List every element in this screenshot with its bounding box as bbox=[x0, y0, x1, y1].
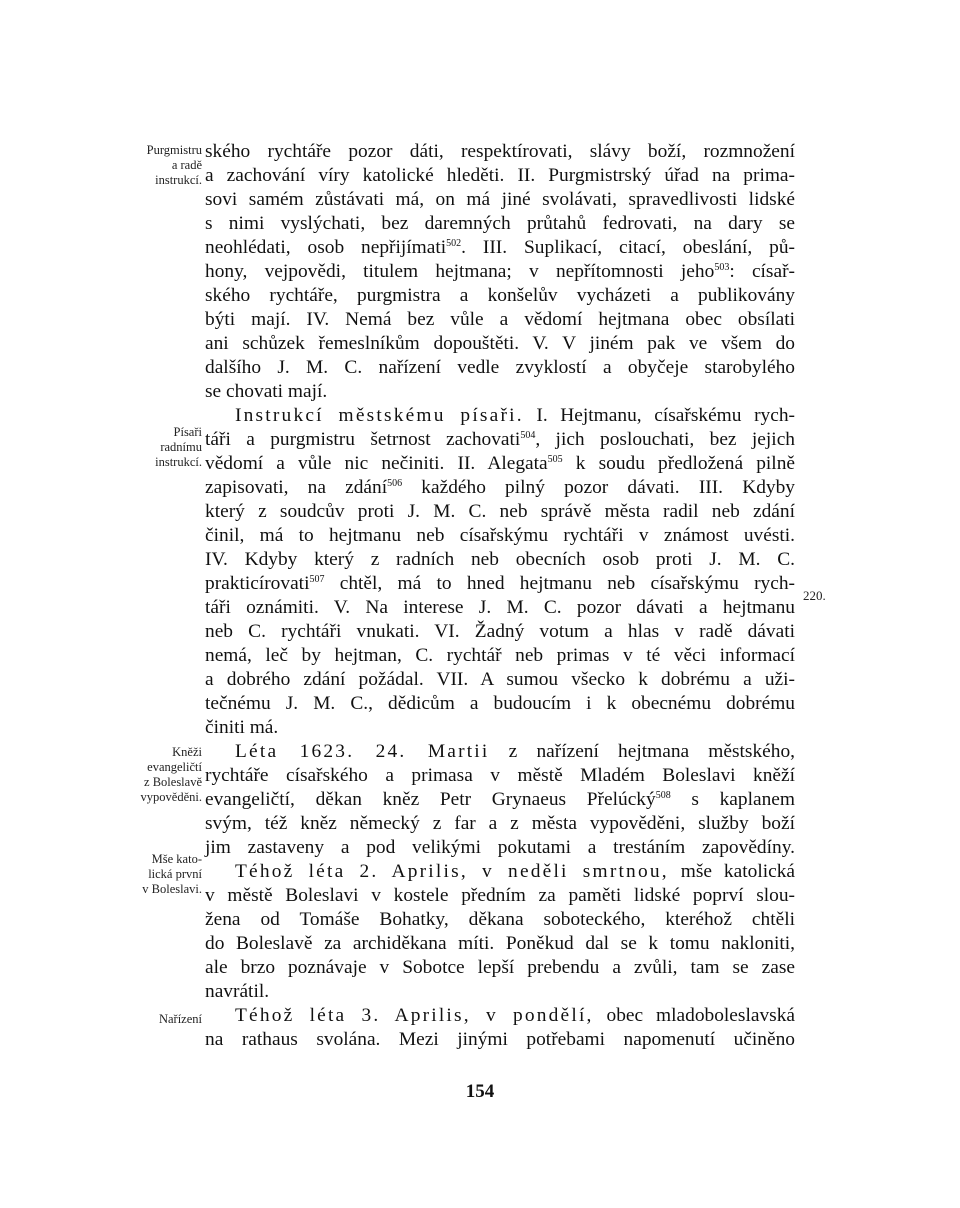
text-line: táři oznámiti. V. Na interese J. M. C. pozor dávati a hejtmanu bbox=[205, 597, 795, 618]
text-line: býti mají. IV. Nemá bez vůle a vědomí hejtmana obec obsílati bbox=[205, 309, 795, 330]
text-line: navrátil. bbox=[205, 981, 270, 1002]
margin-note-pisari: Písaři radnímu instrukcí. bbox=[155, 425, 202, 469]
page-number: 154 bbox=[465, 1081, 495, 1102]
text-line: žena od Tomáše Bohatky, děkana soboteckého, kteréhož chtěli bbox=[205, 909, 795, 930]
text-line: táři a purgmistru šetrnost zachovati$^{504}$, jich poslouchati, bez jejich bbox=[205, 429, 795, 450]
footnote-ref: 505 bbox=[547, 454, 563, 465]
margin-note-mse: Mše kato- lická první v Boleslavi. bbox=[142, 852, 202, 896]
text-line: vědomí a vůle nic nečiniti. II. Alegata$^{505}$ k soudu předložená pilně bbox=[205, 453, 795, 474]
text-line: činiti má. bbox=[205, 717, 279, 738]
footnote-ref: 502 bbox=[446, 238, 462, 249]
text-line: nemá, leč by hejtman, C. rychtář neb primas v té věci informací bbox=[205, 645, 795, 666]
text-line: ského rychtáře pozor dáti, respektírovati, slávy boží, rozmnožení bbox=[205, 141, 795, 162]
text-line: s nimi vyslýchati, bez daremných průtahů fedrovati, na dary se bbox=[205, 213, 795, 234]
text-line: neohlédati, osob nepřijímati$^{502}$. III. Suplikací, citací, obeslání, pů- bbox=[205, 237, 795, 258]
margin-note-narizeni: Nařízení bbox=[158, 1012, 202, 1026]
text-line: ale brzo poznávaje v Sobotce lepší prebendu a zvůli, tam se zase bbox=[205, 957, 795, 978]
text-line: jim zastaveny a pod velikými pokutami a trestáním zapovědíny. bbox=[205, 837, 795, 858]
text-line: rychtáře císařského a primasa v městě Mladém Boleslavi kněží bbox=[205, 765, 795, 786]
text-line: který z soudcův proti J. M. C. neb správě města radil neb zdání bbox=[205, 501, 795, 522]
text-line: do Boleslavě za archiděkana míti. Poněkud dal se k tomu nakloniti, bbox=[205, 933, 795, 954]
text-line: se chovati mají. bbox=[205, 381, 328, 402]
section-heading: Téhož léta 3. Aprilis, v pondělí, bbox=[235, 1005, 594, 1026]
text-line: a dobrého zdání požádal. VII. A sumou všecko k dobrému a uži- bbox=[205, 669, 795, 690]
text-line: sovi samém zůstávati má, on má jiné svolávati, spravedlivosti lidské bbox=[205, 189, 795, 210]
margin-note-knezi: Kněži evangeličtí z Boleslavě vypověděni. bbox=[140, 745, 202, 804]
footnote-ref: 507 bbox=[309, 574, 325, 585]
text-line: dalšího J. M. C. nařízení vedle zvyklostí a obyčeje starobylého bbox=[205, 357, 795, 378]
footnote-ref: 508 bbox=[655, 790, 671, 801]
text-line: činil, má to hejtmanu neb císařskýmu rychtáři v známost uvésti. bbox=[205, 525, 795, 546]
text-line: evangeličtí, děkan kněz Petr Grynaeus Přelúcký$^{508}$ s kaplanem bbox=[205, 789, 795, 810]
text-line: ani schůzek řemeslníkům dopouštěti. V. V jiném pak ve všem do bbox=[205, 333, 795, 354]
text-line: neb C. rychtáři vnukati. VI. Žadný votum a hlas v radě dávati bbox=[205, 621, 795, 642]
text-line: ského rychtáře, purgmistra a konšelův vycházeti a publikovány bbox=[205, 285, 795, 306]
section-heading-line: Léta 1623. 24. Martii z nařízení hejtmana městského, bbox=[235, 741, 796, 762]
text-line: tečnému J. M. C., dědicům a budoucím i k obecnému dobrému bbox=[205, 693, 795, 714]
text-line: prakticírovati$^{507}$ chtěl, má to hned hejtmanu neb císařskýmu rych- bbox=[205, 573, 795, 594]
margin-note-purgmistru: Purgmistru a radě instrukcí. bbox=[146, 143, 202, 187]
text-line: na rathaus svolána. Mezi jinými potřebami napomenutí učiněno bbox=[205, 1029, 795, 1050]
section-heading-line: Téhož léta 2. Aprilis, v neděli smrtnou, mše katolická bbox=[235, 861, 795, 882]
text-line: hony, vejpovědi, titulem hejtmana; v nepřítomnosti jeho$^{503}$: císař- bbox=[205, 261, 795, 282]
margin-number-220: 220. bbox=[803, 588, 826, 603]
text-line: a zachování víry katolické hleděti. II. Purgmistrský úřad na prima- bbox=[205, 165, 795, 186]
text-line: IV. Kdyby který z radních neb obecních osob proti J. M. C. bbox=[205, 549, 795, 570]
section-heading: Instrukcí městskému písaři. bbox=[235, 405, 524, 426]
section-heading: Téhož léta 2. Aprilis, v neděli smrtnou, bbox=[235, 861, 669, 882]
section-heading-line: Instrukcí městskému písaři. I. Hejtmanu, císařskému rych- bbox=[235, 405, 795, 426]
footnote-ref: 503 bbox=[714, 262, 730, 273]
text-line: svým, též kněz německý z far a z města vypověděni, služby boží bbox=[205, 813, 795, 834]
footnote-ref: 504 bbox=[520, 430, 536, 441]
text-line: v městě Boleslavi v kostele předním za paměti lidské poprví slou- bbox=[205, 885, 795, 906]
text-line: zapisovati, na zdání$^{506}$ každého pilný pozor dávati. III. Kdyby bbox=[205, 477, 795, 498]
section-heading-line: Téhož léta 3. Aprilis, v pondělí, obec mladoboleslavská bbox=[235, 1005, 795, 1026]
footnote-ref: 506 bbox=[387, 478, 403, 489]
section-heading: Léta 1623. 24. Martii bbox=[235, 741, 490, 762]
